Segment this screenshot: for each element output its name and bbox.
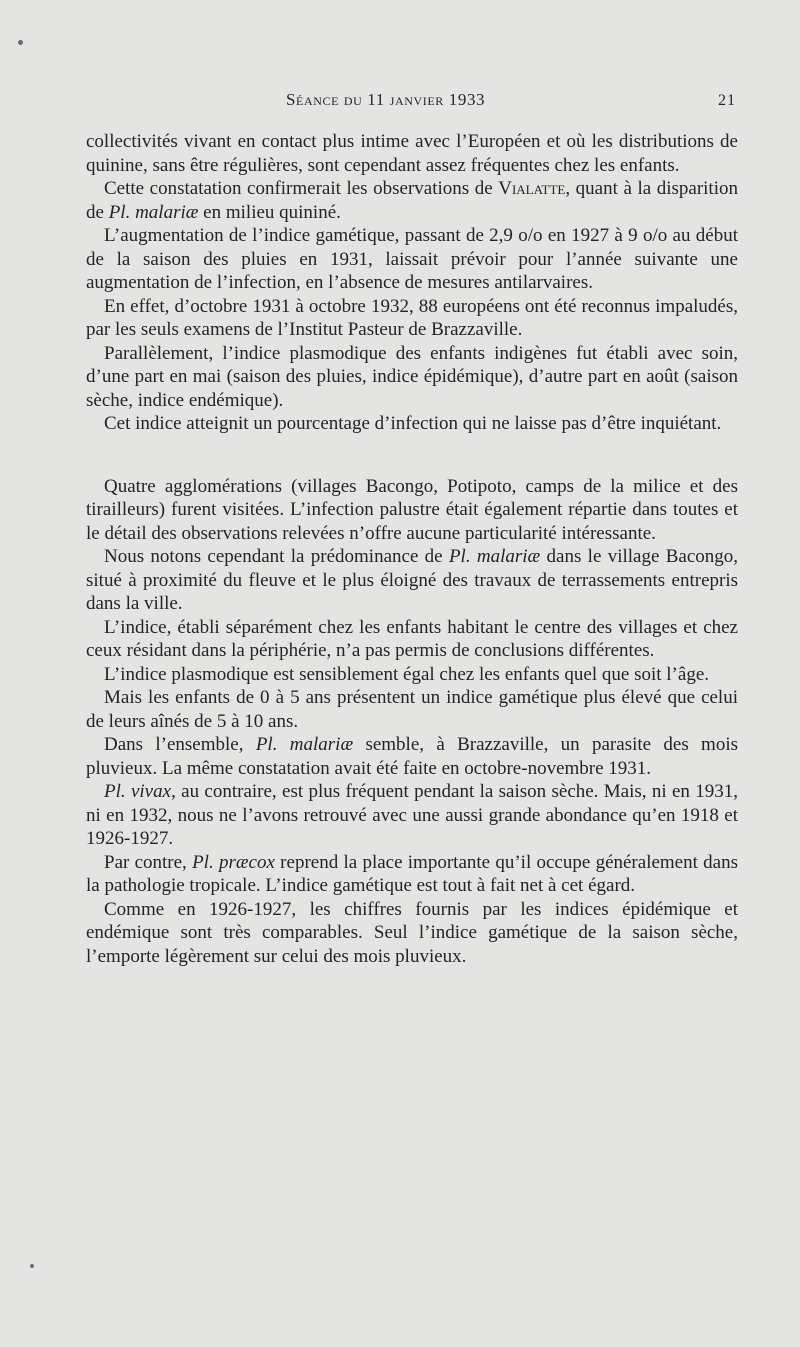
running-head: Séance du 11 janvier 1933 <box>286 90 486 109</box>
paragraph <box>86 177 738 224</box>
paragraph <box>86 342 738 413</box>
paragraph <box>86 851 738 898</box>
paragraph <box>86 545 738 616</box>
species-name: Pl. malariæ <box>108 201 199 223</box>
text-run: reprend la place importante qu’il occupe généralement dans la pathologie tropicale. L’indice gamétique est tout à fait net à cet égard. <box>86 851 738 896</box>
paragraph <box>86 475 738 546</box>
text-run: Comme en 1926-1927, les chiffres fournis par les indices épidémique et endémique sont très comparables. Seul l’indice gamétique de la saison sèche, l’emporte légèrement sur celui des mois pluvieux. <box>86 898 738 967</box>
species-name: Pl. vivax <box>104 781 172 802</box>
paragraph <box>86 224 738 295</box>
paragraph <box>86 780 738 851</box>
body-text <box>86 130 738 968</box>
text-run: semble, à Brazzaville, un parasite des mois pluvieux. La même constatation avait été faite en octobre-novembre 1931. <box>86 734 738 779</box>
text-run: Par contre, <box>104 851 193 873</box>
species-name: Pl. malariæ <box>255 734 354 755</box>
text-run: Parallèlement, l’indice plasmodique des enfants indigènes fut établi avec soin, d’une part en mai (saison des pluies, indice épidémique), d’autre part en août (saison sèche, indice endémique). <box>86 342 738 411</box>
text-run: , quant à la disparition de <box>86 178 738 223</box>
text-run: Cette constatation confirmerait les observations de <box>104 178 499 199</box>
page-number: 21 <box>718 92 736 109</box>
paragraph <box>86 295 738 342</box>
text-run: collectivités vivant en contact plus intime avec l’Européen et où les distributions de quinine, sans être régulières, sont cependant assez fréquentes chez les enfants. <box>86 131 738 176</box>
text-run: L’indice plasmodique est sensiblement égal chez les enfants quel que soit l’âge. <box>104 663 710 685</box>
paragraph <box>86 733 738 780</box>
paper-speck <box>18 40 23 45</box>
species-name: Pl. malariæ <box>448 546 541 567</box>
text-run: dans le village Bacongo, situé à proximité du fleuve et le plus éloigné des travaux de terrassements entrepris dans la ville. <box>86 546 739 614</box>
species-name: Pl. præcox <box>192 851 275 873</box>
paragraph <box>86 130 738 177</box>
paragraph <box>86 616 738 663</box>
paragraph <box>86 412 738 436</box>
paper-speck <box>30 1264 34 1268</box>
paragraph <box>86 663 738 687</box>
text-run: en milieu quininé. <box>198 201 341 223</box>
author-name: Vialatte <box>498 178 566 199</box>
paragraph <box>86 686 738 733</box>
text-run: Mais les enfants de 0 à 5 ans présentent un indice gamétique plus élevé que celui de leurs aînés de 5 à 10 ans. <box>86 687 738 732</box>
text-run: En effet, d’octobre 1931 à octobre 1932, 88 européens ont été reconnus impaludés, par les seuls examens de l’Institut Pasteur de Brazzaville. <box>86 295 738 340</box>
text-run: L’augmentation de l’indice gamétique, passant de 2,9 o/o en 1927 à 9 o/o au début de la saison des pluies en 1931, laissait prévoir pour l’année suivante une augmentation de l’infection, en l’absence de mesures antilarvaires. <box>86 225 738 293</box>
text-run: , au contraire, est plus fréquent pendant la saison sèche. Mais, ni en 1931, ni en 1932, nous ne l’avons retrouvé avec une aussi grande abondance qu’en 1918 et 1926-1927. <box>86 781 738 849</box>
text-run: Quatre agglomérations (villages Bacongo, Potipoto, camps de la milice et des tirailleurs) furent visitées. L’infection palustre était également répartie dans toutes et le détail des observations relevées n’offre aucune particularité intéressante. <box>86 475 738 544</box>
text-run: Dans l’ensemble, <box>104 734 256 755</box>
text-run: Cet indice atteignit un pourcentage d’infection qui ne laisse pas d’être inquiétant. <box>104 413 722 434</box>
page-header <box>86 86 736 116</box>
paragraph <box>86 898 738 969</box>
text-run: Nous notons cependant la prédominance de <box>104 546 449 567</box>
text-run: L’indice, établi séparément chez les enfants habitant le centre des villages et chez ceux résidant dans la périphérie, n’a pas permis de conclusions différentes. <box>86 616 738 661</box>
